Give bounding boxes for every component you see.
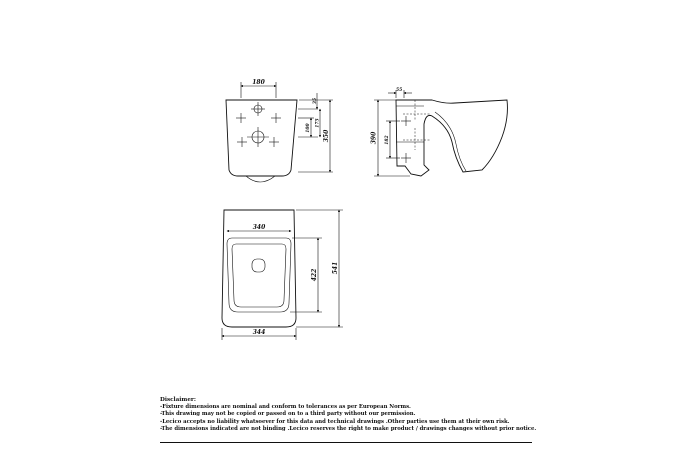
dim-hole-height: 175 (315, 118, 321, 128)
dim-front-height: 350 (323, 129, 330, 143)
disclaimer-divider (160, 442, 532, 443)
fixing-hole-lower-left (237, 137, 247, 147)
dim-side-spacing: 182 (385, 135, 390, 145)
dim-wall-hole-spacing: 180 (252, 79, 265, 86)
fixing-hole-centre (247, 127, 269, 147)
dim-total-length: 541 (332, 261, 339, 275)
disclaimer-line: -This drawing may not be copied or passed on to a third party without our permission. (160, 411, 416, 418)
side-view-bowl (396, 100, 507, 176)
dim-total-width: 344 (252, 329, 266, 336)
fixing-hole-right (271, 113, 281, 123)
dim-bowl-inner-length: 422 (311, 268, 318, 282)
side-view (371, 87, 508, 176)
side-view-trap (435, 112, 466, 171)
front-view-base (246, 176, 275, 182)
top-view (222, 210, 343, 340)
dim-top-offset: 35 (313, 97, 318, 105)
disclaimer-line: -The dimensions indicated are not binding .Lecico reserves the right to make product / drawings changes without prior notice. (160, 425, 537, 432)
front-view (226, 79, 333, 182)
fixing-hole-lower-right (269, 137, 279, 147)
seat-outer (227, 238, 291, 312)
disclaimer-line: -Lecico accepts no liability whatsoever for this data and technical drawings .Other parties use them at their own risk. (160, 418, 510, 425)
disclaimer-line: -Fixture dimensions are nominal and conform to tolerances as per European Norms. (160, 404, 411, 411)
seat-inner (232, 244, 286, 307)
fixing-hole-left (236, 113, 246, 123)
side-fixing-hole-top (401, 116, 411, 126)
dim-side-height: 390 (370, 131, 378, 145)
side-fixing-hole-bottom (401, 153, 411, 163)
fixing-hole-top (251, 102, 265, 116)
dim-hole-vertical-spacing: 100 (306, 123, 311, 133)
dim-seat-width: 340 (252, 224, 266, 231)
disclaimer-title: Disclaimer: (160, 397, 196, 403)
dim-side-offset: 55 (396, 88, 403, 93)
flush-hole (252, 259, 265, 272)
disclaimer (160, 397, 540, 433)
